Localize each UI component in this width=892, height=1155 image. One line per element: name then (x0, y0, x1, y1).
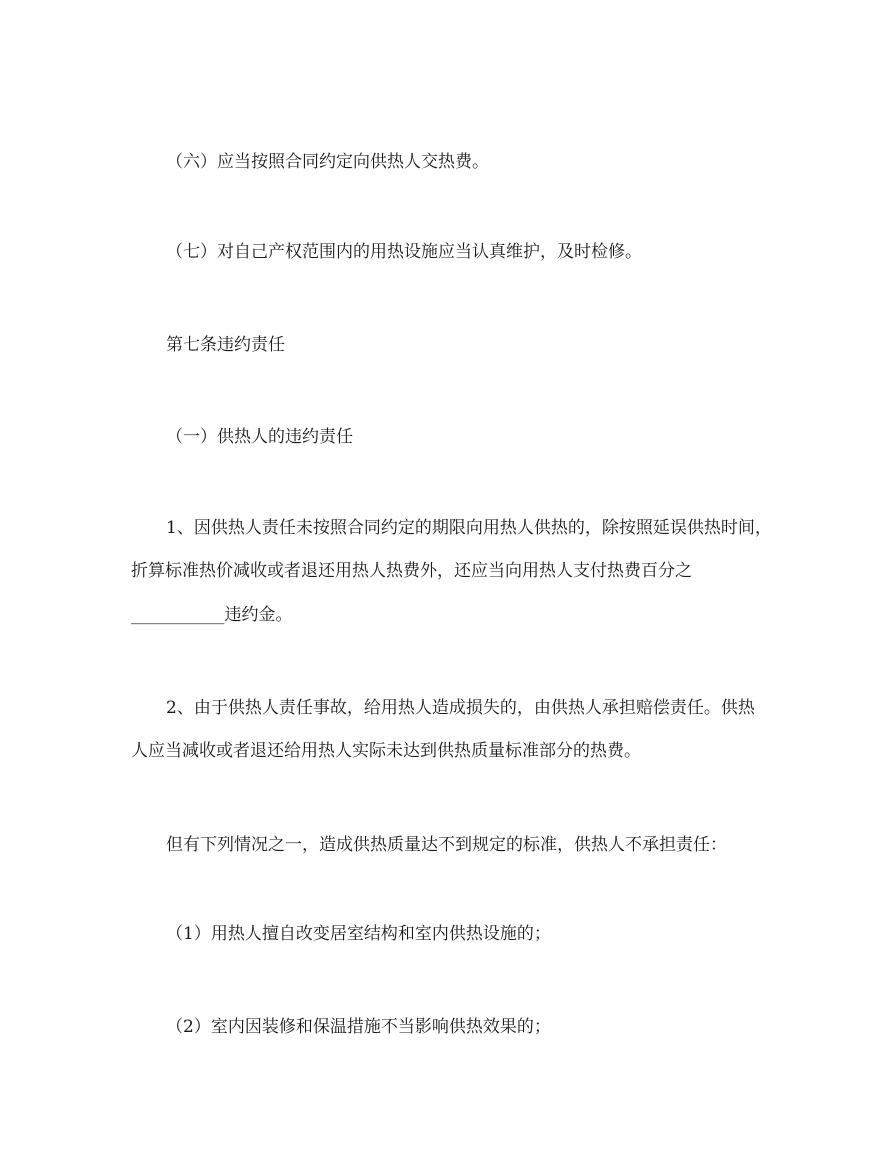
exception-item-2: （2）室内因装修和保温措施不当影响供热效果的； (166, 1017, 551, 1037)
article-7-title: 第七条违约责任 (166, 335, 285, 355)
exception-item-1: （1）用热人擅自改变居室结构和室内供热设施的； (166, 924, 551, 944)
clause-2-line-2: 人应当减收或者退还给用热人实际未达到供热质量标准部分的热费。 (131, 741, 641, 761)
clause-1-blank: ___________ (131, 605, 225, 625)
exception-intro: 但有下列情况之一，造成供热质量达不到规定的标准，供热人不承担责任： (166, 835, 727, 855)
clause-1-line-2: 折算标准热价减收或者退还用热人热费外，还应当向用热人支付热费百分之 (131, 561, 692, 581)
paragraph-item-7: （七）对自己产权范围内的用热设施应当认真维护，及时检修。 (166, 242, 642, 262)
clause-1-line-3-text: 违约金。 (224, 605, 293, 625)
clause-2-line-1: 2、由于供热人责任事故，给用热人造成损失的，由供热人承担赔偿责任。供热 (166, 698, 755, 718)
section-1-title: （一）供热人的违约责任 (166, 427, 353, 447)
clause-1-line-3 (131, 603, 293, 627)
clause-1-line-1: 1、因供热人责任未按照合同约定的期限向用热人供热的，除按照延误供热时间， (166, 518, 772, 538)
paragraph-item-6: （六）应当按照合同约定向供热人交热费。 (166, 152, 489, 172)
